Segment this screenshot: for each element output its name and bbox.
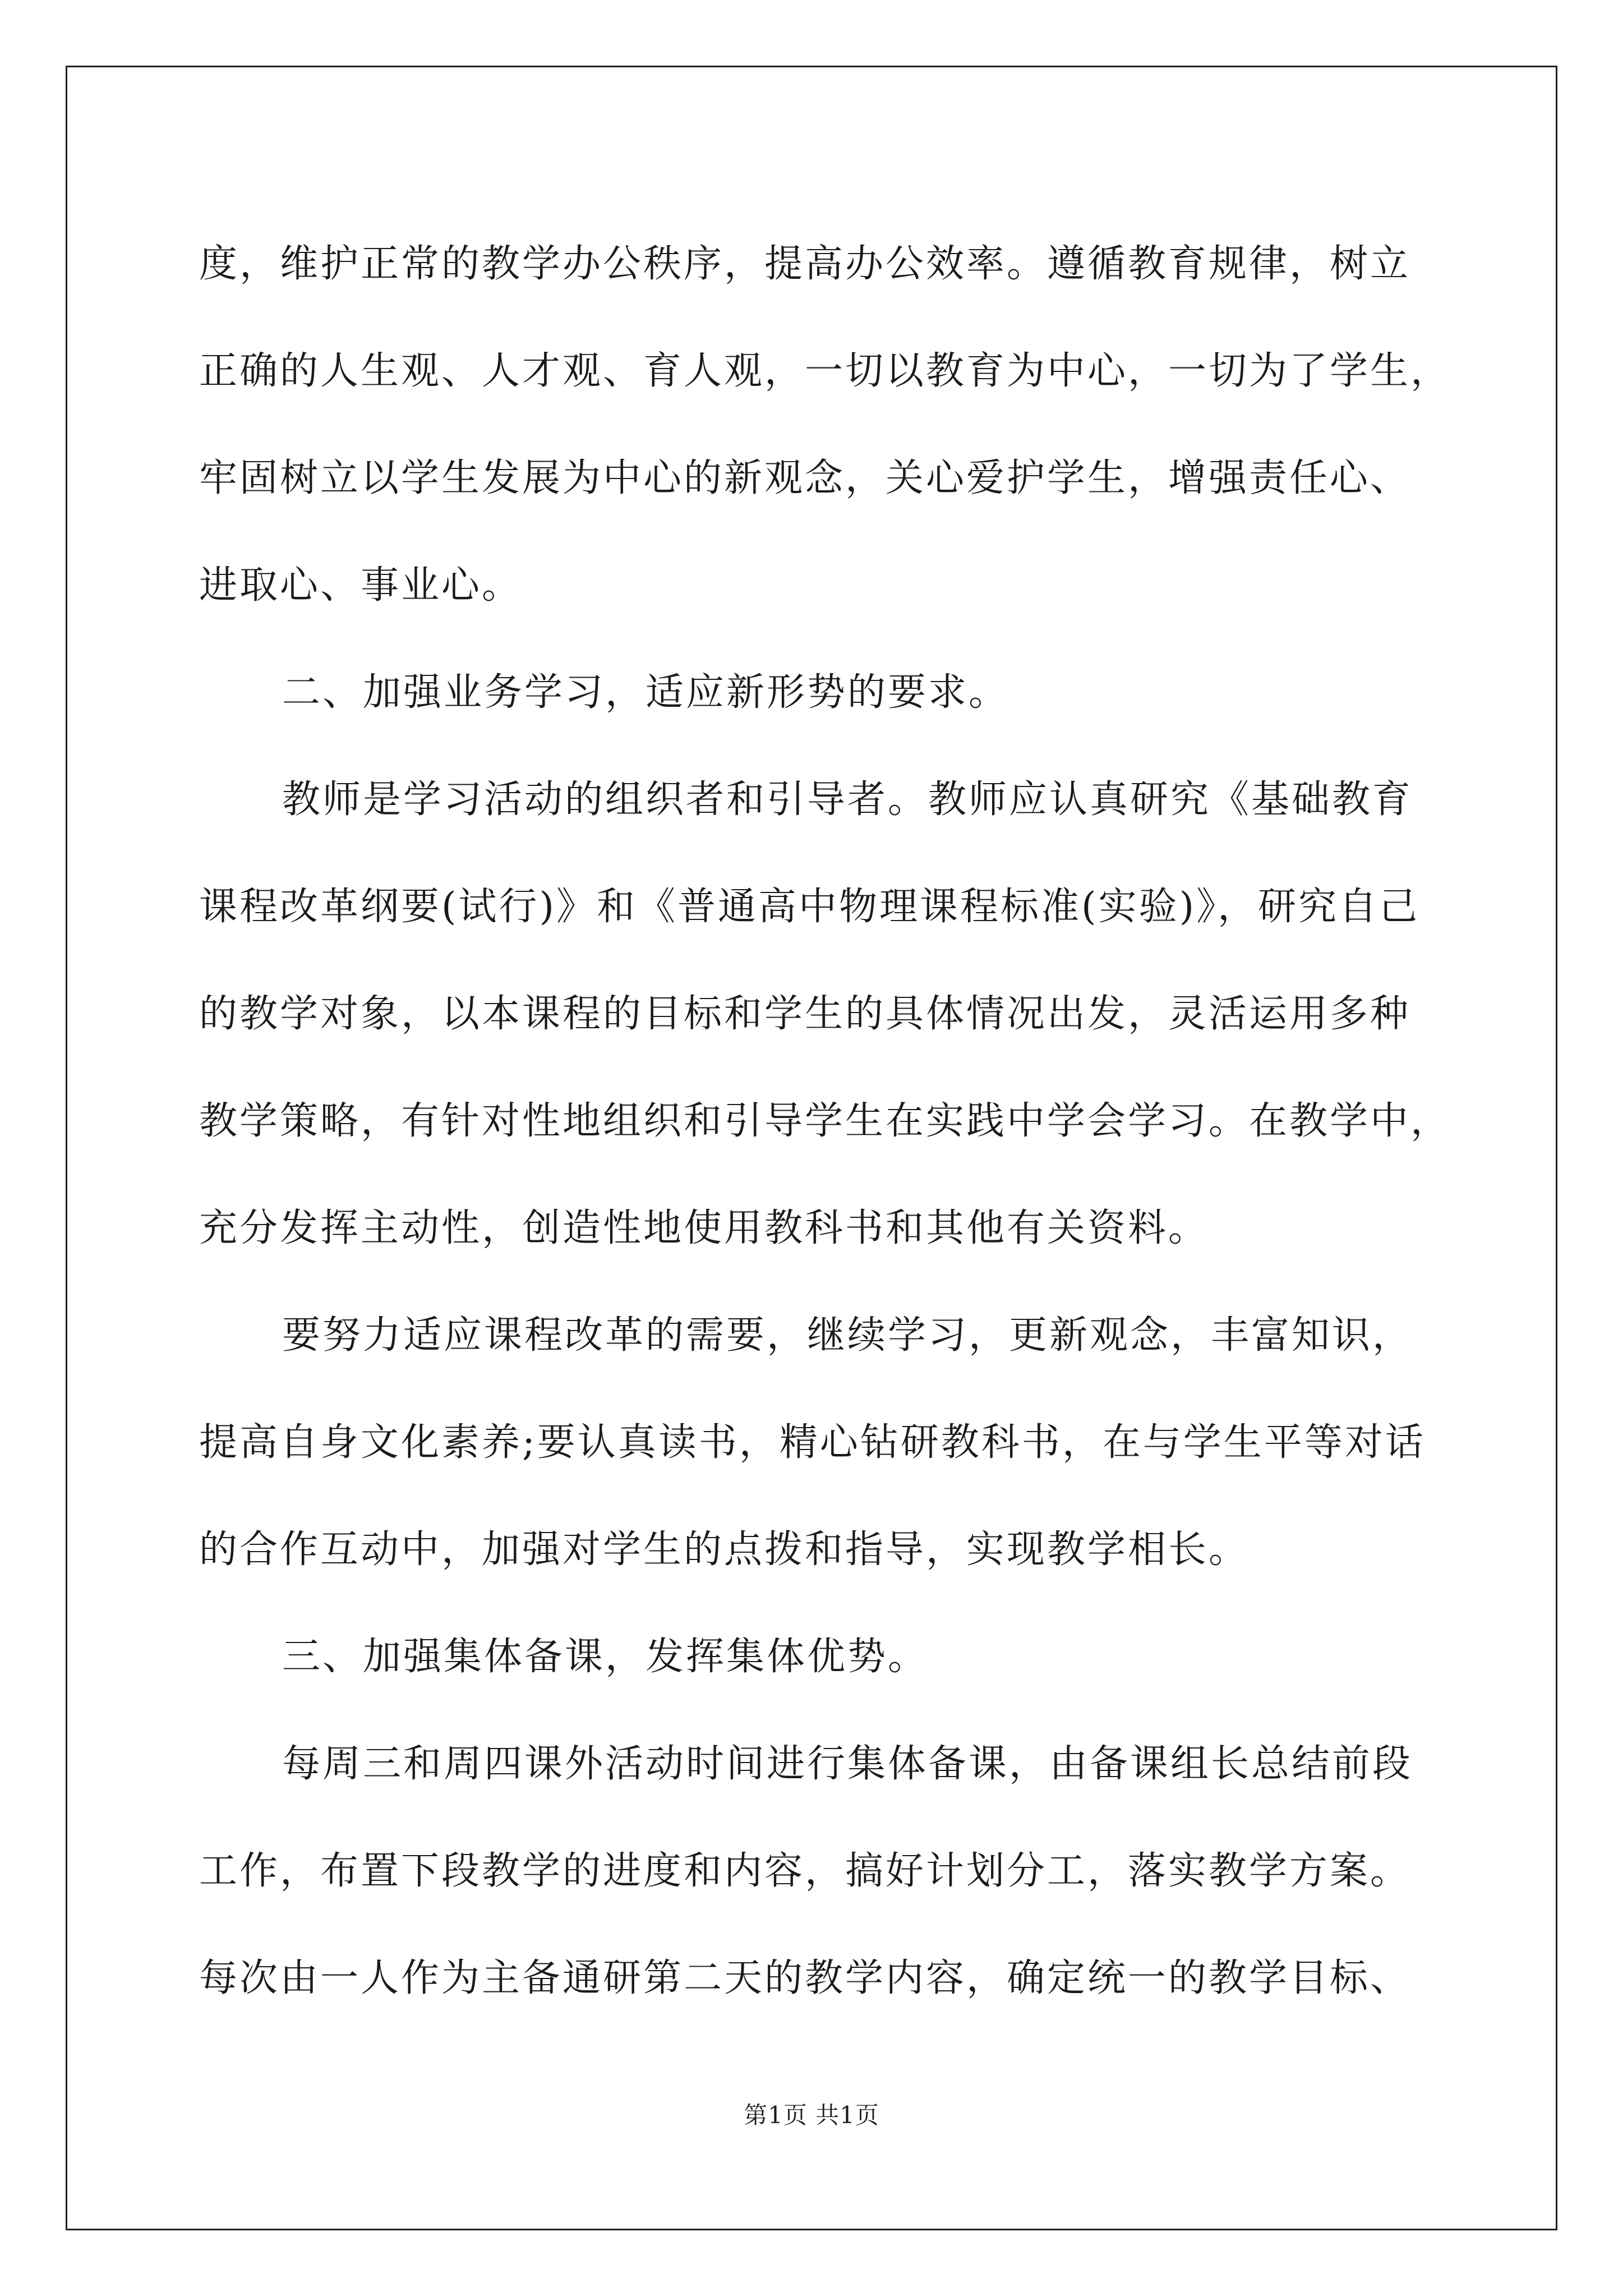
text-line: 工作，布置下段教学的进度和内容，搞好计划分工，落实教学方案。 xyxy=(199,1849,1411,1893)
text-line: 教学策略，有针对性地组织和引导学生在实践中学会学习。在教学中， xyxy=(199,1099,1451,1143)
page-number-footer: 第1页 共1页 xyxy=(744,2101,879,2129)
text-line: 牢固树立以学生发展为中心的新观念，关心爱护学生，增强责任心、 xyxy=(199,456,1411,500)
section-heading: 三、加强集体备课，发挥集体优势。 xyxy=(282,1635,929,1679)
document-body xyxy=(199,210,1451,2032)
text-line: 正确的人生观、人才观、育人观，一切以教育为中心，一切为了学生， xyxy=(199,349,1451,393)
text-line: 每周三和周四课外活动时间进行集体备课，由备课组长总结前段 xyxy=(282,1742,1413,1786)
text-line: 的合作互动中，加强对学生的点拨和指导，实现教学相长。 xyxy=(199,1527,1249,1572)
text-line: 的教学对象，以本课程的目标和学生的具体情况出发，灵活运用多种 xyxy=(199,992,1411,1036)
text-line: 课程改革纲要(试行)》和《普通高中物理课程标准(实验)》，研究自己 xyxy=(199,885,1420,929)
text-line: 每次由一人作为主备通研第二天的教学内容，确定统一的教学目标、 xyxy=(199,1956,1411,2000)
text-line: 要努力适应课程改革的需要，继续学习，更新观念，丰富知识， xyxy=(282,1313,1413,1358)
text-line: 充分发挥主动性，创造性地使用教科书和其他有关资料。 xyxy=(199,1206,1209,1250)
text-line: 度，维护正常的教学办公秩序，提高办公效率。遵循教育规律，树立 xyxy=(199,242,1411,286)
text-line: 提高自身文化素养;要认真读书，精心钻研教科书，在与学生平等对话 xyxy=(199,1420,1426,1465)
section-heading: 二、加强业务学习，适应新形势的要求。 xyxy=(282,670,1009,715)
text-line: 教师是学习活动的组织者和引导者。教师应认真研究《基础教育 xyxy=(282,777,1413,822)
text-line: 进取心、事业心。 xyxy=(199,563,523,608)
